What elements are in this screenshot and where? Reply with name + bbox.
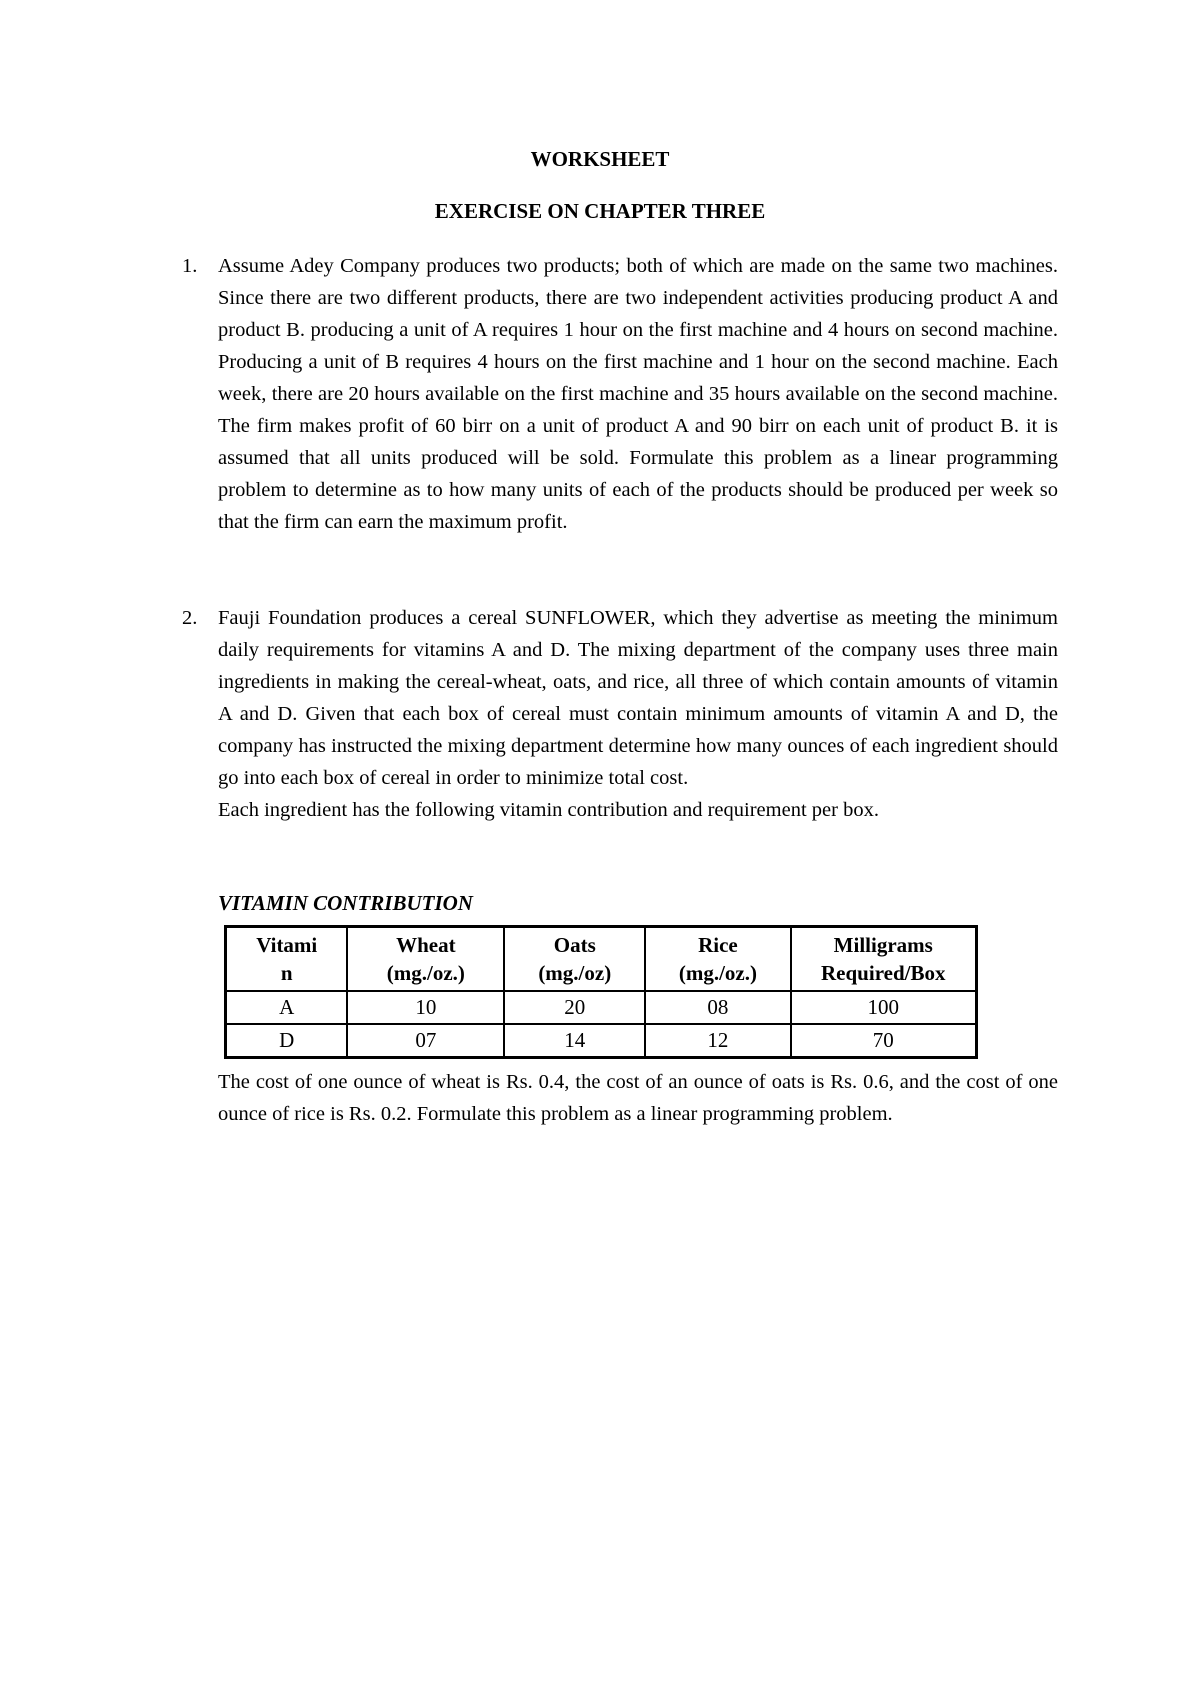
- question-1-number: 1.: [182, 255, 198, 277]
- header-oats-line2: (mg./oz): [538, 961, 612, 985]
- question-1: [182, 250, 1058, 538]
- header-cell-vitamin: [226, 927, 348, 992]
- header-required-line2: Required/Box: [821, 961, 946, 985]
- table-caption: VITAMIN CONTRIBUTION: [218, 891, 473, 915]
- closing-paragraph: The cost of one ounce of wheat is Rs. 0.4, the cost of an ounce of oats is Rs. 0.6, and the cost of one ounce of rice is Rs. 0.2. Formulate this problem as a linear programming problem.: [218, 1071, 1058, 1125]
- header-vitamin-line2: n: [280, 961, 293, 985]
- question-2-text: Fauji Foundation produces a cereal SUNFLOWER, which they advertise as meeting the minimum daily requirements for vitamins A and D. The mixing department of the company uses three main ingredients in making the cereal-wheat, oats, and rice, all three of which contain amounts of vitamin A and D. Given that each box of cereal must contain minimum amounts of vitamin A and D, the company has instructed the mixing department determine how many ounces of each ingredient should go into each box of cereal in order to minimize total cost.: [218, 607, 1058, 789]
- question-1-text: Assume Adey Company produces two products; both of which are made on the same two machines. Since there are two different products, there are two independent activities producing product A and product B. producing a unit of A requires 1 hour on the first machine and 4 hours on second machine. Producing a unit of B requires 4 hours on the first machine and 1 hour on the second machine. Each week, there are 20 hours available on the first machine and 35 hours available on the second machine. The firm makes profit of 60 birr on a unit of product A and 90 birr on each unit of product B. it is assumed that all units produced will be sold. Formulate this problem as a linear programming problem to determine as to how many units of each of the products should be produced per week so that the firm can earn the maximum profit.: [218, 255, 1058, 533]
- table-row: [226, 991, 977, 1024]
- table-cell: D: [226, 1024, 348, 1058]
- table-cell: 70: [791, 1024, 977, 1058]
- page-title: WORKSHEET: [530, 147, 670, 171]
- header-wheat-line2: (mg./oz.): [386, 961, 465, 985]
- table-cell: 14: [504, 1024, 645, 1058]
- table-cell: A: [226, 991, 348, 1024]
- header-oats-line1: Oats: [553, 933, 596, 957]
- header-cell-required: [791, 927, 977, 992]
- table-row: [226, 1024, 977, 1058]
- header-cell-wheat: [347, 927, 504, 992]
- table-cell: 100: [791, 991, 977, 1024]
- question-2-number: 2.: [182, 607, 198, 629]
- table-header-row: [226, 927, 977, 992]
- table-cell: 08: [645, 991, 790, 1024]
- header-required-line1: Milligrams: [833, 933, 933, 957]
- header-rice-line1: Rice: [698, 933, 738, 957]
- question-2-text-continued: Each ingredient has the following vitamin contribution and requirement per box.: [218, 799, 879, 821]
- vitamin-contribution-table: [224, 925, 978, 1059]
- header-wheat-line1: Wheat: [396, 933, 456, 957]
- header-rice-line2: (mg./oz.): [678, 961, 757, 985]
- page-subtitle: EXERCISE ON CHAPTER THREE: [434, 199, 766, 223]
- header-cell-oats: [504, 927, 645, 992]
- table-cell: 10: [347, 991, 504, 1024]
- table-cell: 07: [347, 1024, 504, 1058]
- header-vitamin-line1: Vitami: [256, 933, 318, 957]
- table-cell: 20: [504, 991, 645, 1024]
- table-cell: 12: [645, 1024, 790, 1058]
- question-2: [182, 602, 1058, 826]
- header-cell-rice: [645, 927, 790, 992]
